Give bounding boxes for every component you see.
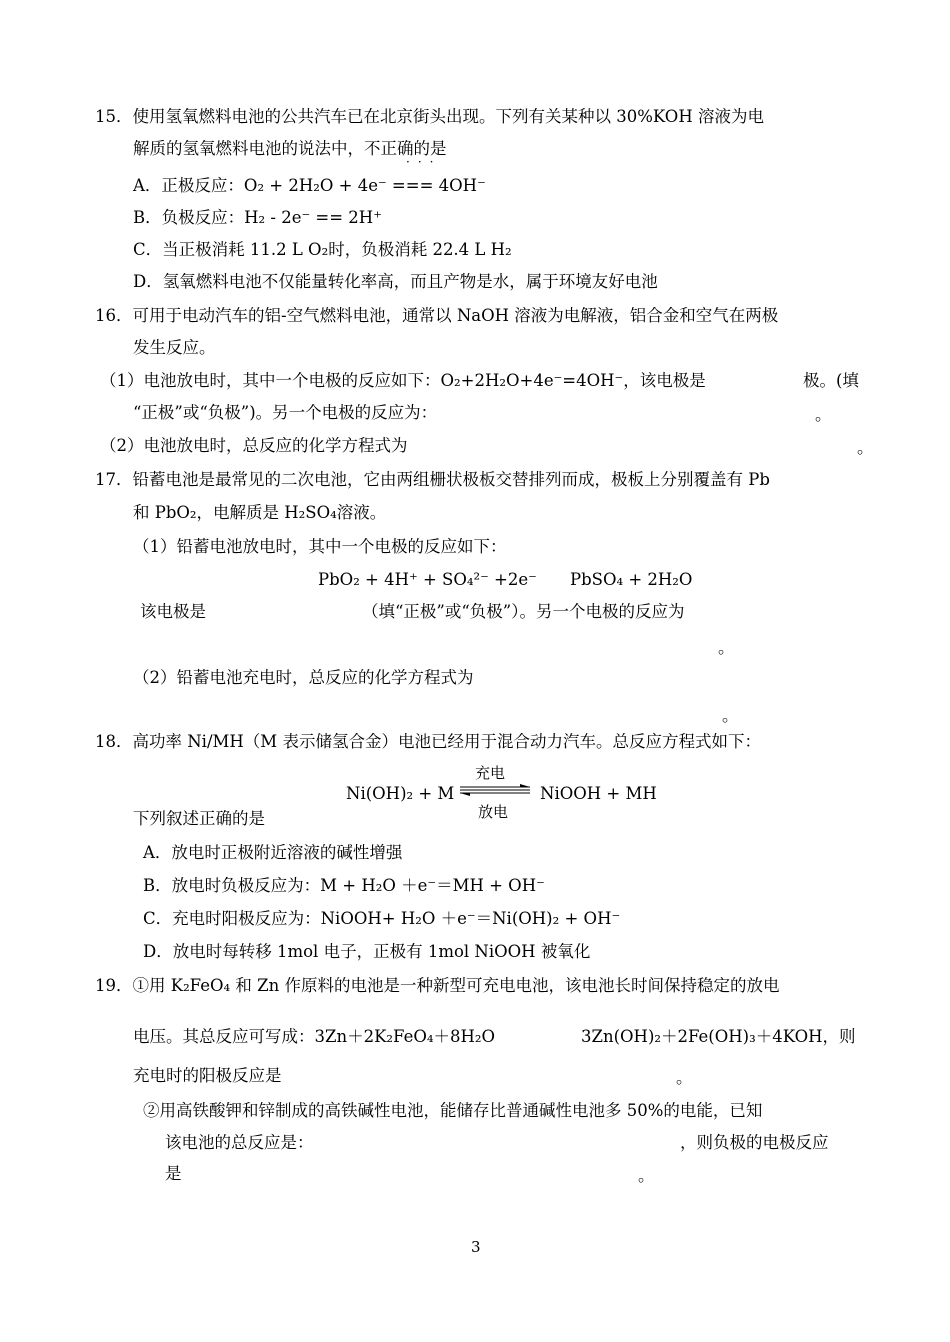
q18-stem: 下列叙述正确的是 [133,809,265,828]
q16-line-1: 16．可用于电动汽车的铝-空气燃料电池，通常以 NaOH 溶液为电解液，铝合金和空气在两极 [95,306,779,325]
q16-part1-a: （1）电池放电时，其中一个电极的反应如下：O₂+2H₂O+4e⁻=4OH⁻，该电极是 [100,371,706,390]
q19-line-2b: 3Zn(OH)₂＋2Fe(OH)₃＋4KOH，则 [581,1027,856,1046]
q16-part2-b: 。 [857,438,874,457]
q17-question-c: 。 [718,638,735,657]
q15-option-c: C．当正极消耗 11.2 L O₂时，负极消耗 22.4 L H₂ [133,240,512,259]
q19-line-3b: 。 [676,1068,693,1087]
q19-part2-line-2a: 该电池的总反应是： [165,1133,314,1152]
q18-equation-right: NiOOH + MH [540,784,657,803]
q15-option-b: B．负极反应：H₂ - 2e⁻ == 2H⁺ [133,208,382,227]
q17-question-a: 该电极是 [140,602,206,621]
q17-part2: （2）铅蓄电池充电时，总反应的化学方程式为 [133,668,474,687]
emphasis-dots: ··· [406,155,442,169]
q17-equation-right: PbSO₄ + 2H₂O [570,570,693,589]
q15-option-a: A．正极反应：O₂ + 2H₂O + 4e⁻ === 4OH⁻ [133,176,486,195]
discharge-label: 放电 [478,803,509,821]
q19-line-3a: 充电时的阳极反应是 [133,1066,282,1085]
q18-option-b: B．放电时负极反应为：M + H₂O ＋e⁻＝MH + OH⁻ [143,876,545,895]
q19-part2-line-3b: 。 [638,1166,655,1185]
q16-line-2: 发生反应。 [133,338,216,357]
q19-part2-line-1: ②用高铁酸钾和锌制成的高铁碱性电池，能储存比普通碱性电池多 50%的电能，已知 [143,1101,763,1120]
q18-option-d: D．放电时每转移 1mol 电子，正极有 1mol NiOOH 被氧化 [143,942,591,961]
page-number: 3 [471,1238,481,1256]
q16-part2-a: （2）电池放电时，总反应的化学方程式为 [100,436,408,455]
charge-label: 充电 [475,764,506,782]
q15-line-1: 15．使用氢氧燃料电池的公共汽车已在北京街头出现。下列有关某种以 30%KOH 溶液为电 [95,107,764,126]
q17-question-b: （填“正极”或“负极”）。另一个电极的反应为 [362,602,685,621]
q17-part1: （1）铅蓄电池放电时，其中一个电极的反应如下： [133,537,507,556]
q16-part1-d: 。 [815,405,832,424]
q19-part2-line-2b: ，则负极的电极反应 [680,1133,829,1152]
q19-part2-line-3a: 是 [165,1164,182,1183]
q17-line-1: 17．铅蓄电池是最常见的二次电池，它由两组栅状极板交替排列而成，极板上分别覆盖有 Pb [95,470,770,489]
q16-part1-c: “正极”或“负极”)。另一个电极的反应为： [133,403,438,422]
q17-line-2: 和 PbO₂，电解质是 H₂SO₄溶液。 [133,503,387,522]
q17-equation-left: PbO₂ + 4H⁺ + SO₄²⁻ +2e⁻ [318,570,537,589]
q18-option-c: C．充电时阳极反应为：NiOOH+ H₂O ＋e⁻＝Ni(OH)₂ + OH⁻ [143,909,621,928]
q17-part2-end: 。 [722,706,739,725]
q18-line-1: 18．高功率 Ni/MH（M 表示储氢合金）电池已经用于混合动力汽车。总反应方程式如下： [95,732,761,751]
q15-option-d: D．氢氧燃料电池不仅能量转化率高，而且产物是水，属于环境友好电池 [133,272,658,291]
q19-line-1: 19．①用 K₂FeO₄ 和 Zn 作原料的电池是一种新型可充电电池，该电池长时间保持稳定的放电 [95,976,780,995]
q16-part1-b: 极。(填 [803,371,859,390]
reversible-arrow-icon [458,783,532,797]
q18-option-a: A．放电时正极附近溶液的碱性增强 [143,843,403,862]
q15-line-2: 解质的氢氧燃料电池的说法中，不正确的是 [133,139,447,158]
q19-line-2a: 电压。其总反应可写成：3Zn＋2K₂FeO₄＋8H₂O [133,1027,496,1046]
q18-equation-left: Ni(OH)₂ + M [346,784,455,803]
